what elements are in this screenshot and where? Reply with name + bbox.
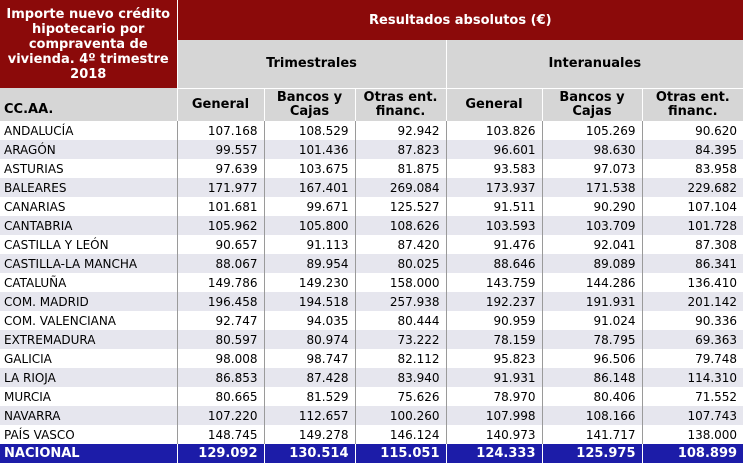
value-cell: 201.142 [642,292,743,311]
table-row [0,311,743,330]
column-header-bancos-trim: Bancos y Cajas [264,88,355,121]
value-cell: 105.962 [177,216,264,235]
table-row [0,216,743,235]
total-label: NACIONAL [0,444,177,463]
value-cell: 101.728 [642,216,743,235]
column-header-general-inter: General [446,88,542,121]
value-cell: 95.823 [446,349,542,368]
table-row [0,425,743,444]
value-cell: 80.665 [177,387,264,406]
value-cell: 125.527 [355,197,446,216]
value-cell: 81.875 [355,159,446,178]
region-name-cell: ASTURIAS [0,159,177,178]
value-cell: 112.657 [264,406,355,425]
region-name-cell: CANARIAS [0,197,177,216]
table-row [0,368,743,387]
value-cell: 146.124 [355,425,446,444]
column-header-general-trim: General [177,88,264,121]
total-value-cell: 108.899 [642,444,743,463]
value-cell: 80.406 [542,387,642,406]
column-header-row [0,88,743,121]
value-cell: 92.747 [177,311,264,330]
region-name-cell: ARAGÓN [0,140,177,159]
value-cell: 107.168 [177,121,264,140]
group-interanuales: Interanuales [446,40,743,88]
value-cell: 173.937 [446,178,542,197]
value-cell: 144.286 [542,273,642,292]
region-name-cell: NAVARRA [0,406,177,425]
results-header: Resultados absolutos (€) [177,0,743,40]
value-cell: 149.278 [264,425,355,444]
value-cell: 103.709 [542,216,642,235]
value-cell: 91.511 [446,197,542,216]
column-header-otras-trim: Otras ent. financ. [355,88,446,121]
value-cell: 84.395 [642,140,743,159]
region-name-cell: LA RIOJA [0,368,177,387]
value-cell: 192.237 [446,292,542,311]
value-cell: 97.073 [542,159,642,178]
total-value-cell: 130.514 [264,444,355,463]
region-name-cell: CANTABRIA [0,216,177,235]
region-name-cell: MURCIA [0,387,177,406]
value-cell: 87.420 [355,235,446,254]
total-value-cell: 129.092 [177,444,264,463]
value-cell: 96.506 [542,349,642,368]
value-cell: 86.853 [177,368,264,387]
table-row [0,140,743,159]
value-cell: 99.557 [177,140,264,159]
value-cell: 90.336 [642,311,743,330]
value-cell: 90.959 [446,311,542,330]
table-row [0,273,743,292]
value-cell: 196.458 [177,292,264,311]
value-cell: 103.826 [446,121,542,140]
value-cell: 105.269 [542,121,642,140]
value-cell: 98.747 [264,349,355,368]
table-row [0,387,743,406]
table-row [0,406,743,425]
region-name-cell: COM. VALENCIANA [0,311,177,330]
value-cell: 91.113 [264,235,355,254]
table-row [0,159,743,178]
value-cell: 101.681 [177,197,264,216]
region-name-cell: BALEARES [0,178,177,197]
value-cell: 91.931 [446,368,542,387]
value-cell: 107.220 [177,406,264,425]
value-cell: 103.675 [264,159,355,178]
value-cell: 97.639 [177,159,264,178]
value-cell: 93.583 [446,159,542,178]
value-cell: 108.529 [264,121,355,140]
value-cell: 87.428 [264,368,355,387]
region-name-cell: GALICIA [0,349,177,368]
value-cell: 94.035 [264,311,355,330]
value-cell: 269.084 [355,178,446,197]
total-value-cell: 115.051 [355,444,446,463]
value-cell: 87.823 [355,140,446,159]
value-cell: 191.931 [542,292,642,311]
table-title: Importe nuevo crédito hipotecario por compraventa de vivienda. 4º trimestre 2018 [0,0,177,88]
value-cell: 80.597 [177,330,264,349]
value-cell: 92.041 [542,235,642,254]
value-cell: 141.717 [542,425,642,444]
value-cell: 171.538 [542,178,642,197]
total-value-cell: 125.975 [542,444,642,463]
table-row [0,292,743,311]
value-cell: 75.626 [355,387,446,406]
value-cell: 87.308 [642,235,743,254]
value-cell: 158.000 [355,273,446,292]
region-name-cell: COM. MADRID [0,292,177,311]
value-cell: 78.159 [446,330,542,349]
value-cell: 148.745 [177,425,264,444]
value-cell: 80.025 [355,254,446,273]
value-cell: 81.529 [264,387,355,406]
table-row [0,254,743,273]
region-name-cell: PAÍS VASCO [0,425,177,444]
value-cell: 88.067 [177,254,264,273]
value-cell: 82.112 [355,349,446,368]
value-cell: 83.940 [355,368,446,387]
value-cell: 98.008 [177,349,264,368]
value-cell: 89.089 [542,254,642,273]
value-cell: 86.341 [642,254,743,273]
value-cell: 107.743 [642,406,743,425]
value-cell: 229.682 [642,178,743,197]
value-cell: 83.958 [642,159,743,178]
value-cell: 71.552 [642,387,743,406]
value-cell: 101.436 [264,140,355,159]
value-cell: 92.942 [355,121,446,140]
table-row [0,197,743,216]
value-cell: 96.601 [446,140,542,159]
value-cell: 105.800 [264,216,355,235]
value-cell: 91.024 [542,311,642,330]
column-header-bancos-inter: Bancos y Cajas [542,88,642,121]
table-row [0,121,743,140]
value-cell: 149.230 [264,273,355,292]
value-cell: 257.938 [355,292,446,311]
value-cell: 167.401 [264,178,355,197]
value-cell: 149.786 [177,273,264,292]
value-cell: 98.630 [542,140,642,159]
table-row [0,235,743,254]
value-cell: 138.000 [642,425,743,444]
total-value-cell: 124.333 [446,444,542,463]
value-cell: 114.310 [642,368,743,387]
value-cell: 143.759 [446,273,542,292]
value-cell: 90.620 [642,121,743,140]
table-row [0,330,743,349]
value-cell: 107.998 [446,406,542,425]
value-cell: 69.363 [642,330,743,349]
value-cell: 171.977 [177,178,264,197]
value-cell: 90.290 [542,197,642,216]
value-cell: 79.748 [642,349,743,368]
column-header-otras-inter: Otras ent. financ. [642,88,743,121]
value-cell: 136.410 [642,273,743,292]
region-name-cell: CASTILLA Y LEÓN [0,235,177,254]
region-name-cell: CATALUÑA [0,273,177,292]
value-cell: 194.518 [264,292,355,311]
value-cell: 108.626 [355,216,446,235]
value-cell: 140.973 [446,425,542,444]
value-cell: 108.166 [542,406,642,425]
table-row [0,349,743,368]
table-row [0,178,743,197]
group-trimestrales: Trimestrales [177,40,446,88]
value-cell: 88.646 [446,254,542,273]
region-name-cell: ANDALUCÍA [0,121,177,140]
total-row [0,444,743,463]
value-cell: 78.970 [446,387,542,406]
value-cell: 89.954 [264,254,355,273]
region-name-cell: EXTREMADURA [0,330,177,349]
value-cell: 80.444 [355,311,446,330]
value-cell: 103.593 [446,216,542,235]
region-name-cell: CASTILLA-LA MANCHA [0,254,177,273]
value-cell: 91.476 [446,235,542,254]
value-cell: 80.974 [264,330,355,349]
value-cell: 86.148 [542,368,642,387]
value-cell: 107.104 [642,197,743,216]
value-cell: 99.671 [264,197,355,216]
value-cell: 73.222 [355,330,446,349]
value-cell: 90.657 [177,235,264,254]
value-cell: 78.795 [542,330,642,349]
value-cell: 100.260 [355,406,446,425]
column-header-ccaa: CC.AA. [0,88,177,121]
